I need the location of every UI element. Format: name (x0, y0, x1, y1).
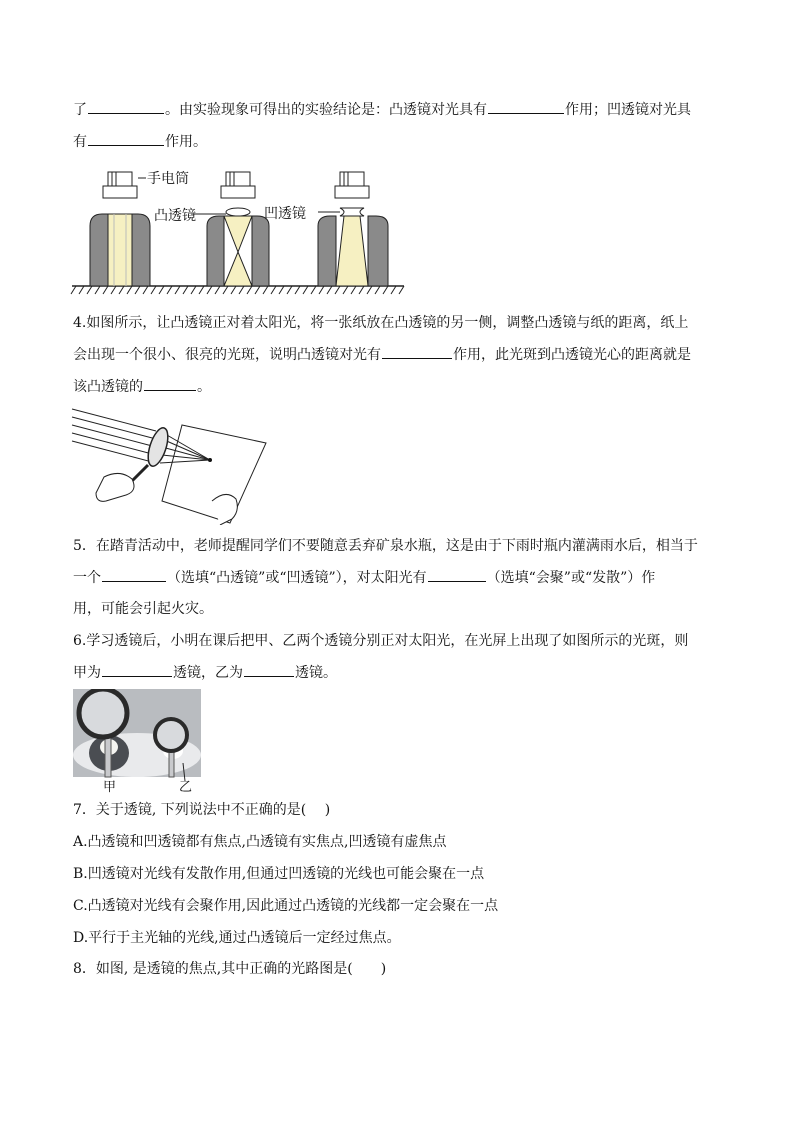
answer-blank[interactable] (428, 567, 486, 582)
label-concave-lens: 凹透镜 (264, 206, 306, 222)
answer-blank[interactable] (102, 567, 166, 582)
flashlight-setup-convex (207, 172, 269, 286)
flashlight-setup-1 (90, 172, 150, 286)
q6-line-2: 甲为 透镜，乙为 透镜。 (73, 662, 337, 683)
q7-option-d[interactable]: D.平行于主光轴的光线,通过凸透镜后一定经过焦点。 (73, 930, 401, 946)
answer-blank[interactable] (488, 99, 564, 114)
q4-line-3: 该凸透镜的 。 (73, 376, 211, 397)
q7-stem: 7．关于透镜, 下列说法中不正确的是( ) (73, 802, 331, 818)
q5-line-1: 5．在踏青活动中，老师提醒同学们不要随意丢弃矿泉水瓶，这是由于下雨时瓶内灌满雨水后，相当于 (73, 538, 698, 554)
label-jia: 甲 (103, 780, 117, 793)
q6-lens-photo (73, 689, 201, 793)
q3-flashlight-figure (70, 162, 410, 296)
label-convex-lens: 凸透镜 (154, 208, 196, 224)
label-yi: 乙 (179, 780, 193, 793)
answer-blank[interactable] (102, 662, 172, 677)
q3-line-2: 有 作用。 (73, 131, 207, 152)
q6-line-1: 6.学习透镜后，小明在课后把甲、乙两个透镜分别正对太阳光，在光屏上出现了如图所示的光斑，则 (73, 633, 689, 649)
answer-blank[interactable] (144, 376, 196, 391)
q4-line-1: 4.如图所示，让凸透镜正对着太阳光，将一张纸放在凸透镜的另一侧，调整凸透镜与纸的距离，纸上 (73, 315, 689, 331)
q7-option-a[interactable]: A.凸透镜和凹透镜都有焦点,凸透镜有实焦点,凹透镜有虚焦点 (73, 834, 447, 850)
q5-line-2: 一个 （选填“凸透镜”或“凹透镜”），对太阳光有 （选填“会聚”或“发散”）作 (73, 567, 655, 588)
answer-blank[interactable] (88, 131, 164, 146)
q7-option-c[interactable]: C.凸透镜对光线有会聚作用,因此通过凸透镜的光线都一定会聚在一点 (73, 898, 499, 914)
answer-blank[interactable] (88, 99, 164, 114)
answer-blank[interactable] (244, 662, 294, 677)
q4-line-2: 会出现一个很小、很亮的光斑，说明凸透镜对光有 作用，此光斑到凸透镜光心的距离就是 (73, 344, 691, 365)
q7-option-b[interactable]: B.凹透镜对光线有发散作用,但通过凹透镜的光线也可能会聚在一点 (73, 866, 485, 882)
q4-magnifier-figure (70, 403, 270, 525)
answer-blank[interactable] (382, 344, 452, 359)
q8-stem: 8．如图, 是透镜的焦点,其中正确的光路图是( ) (73, 961, 387, 977)
label-flashlight: 手电筒 (147, 171, 189, 187)
q3-line-1: 了 。由实验现象可得出的实验结论是：凸透镜对光具有 作用；凹透镜对光具 (73, 99, 691, 120)
flashlight-setup-concave (318, 172, 388, 286)
q5-line-3: 用，可能会引起火灾。 (73, 601, 213, 617)
